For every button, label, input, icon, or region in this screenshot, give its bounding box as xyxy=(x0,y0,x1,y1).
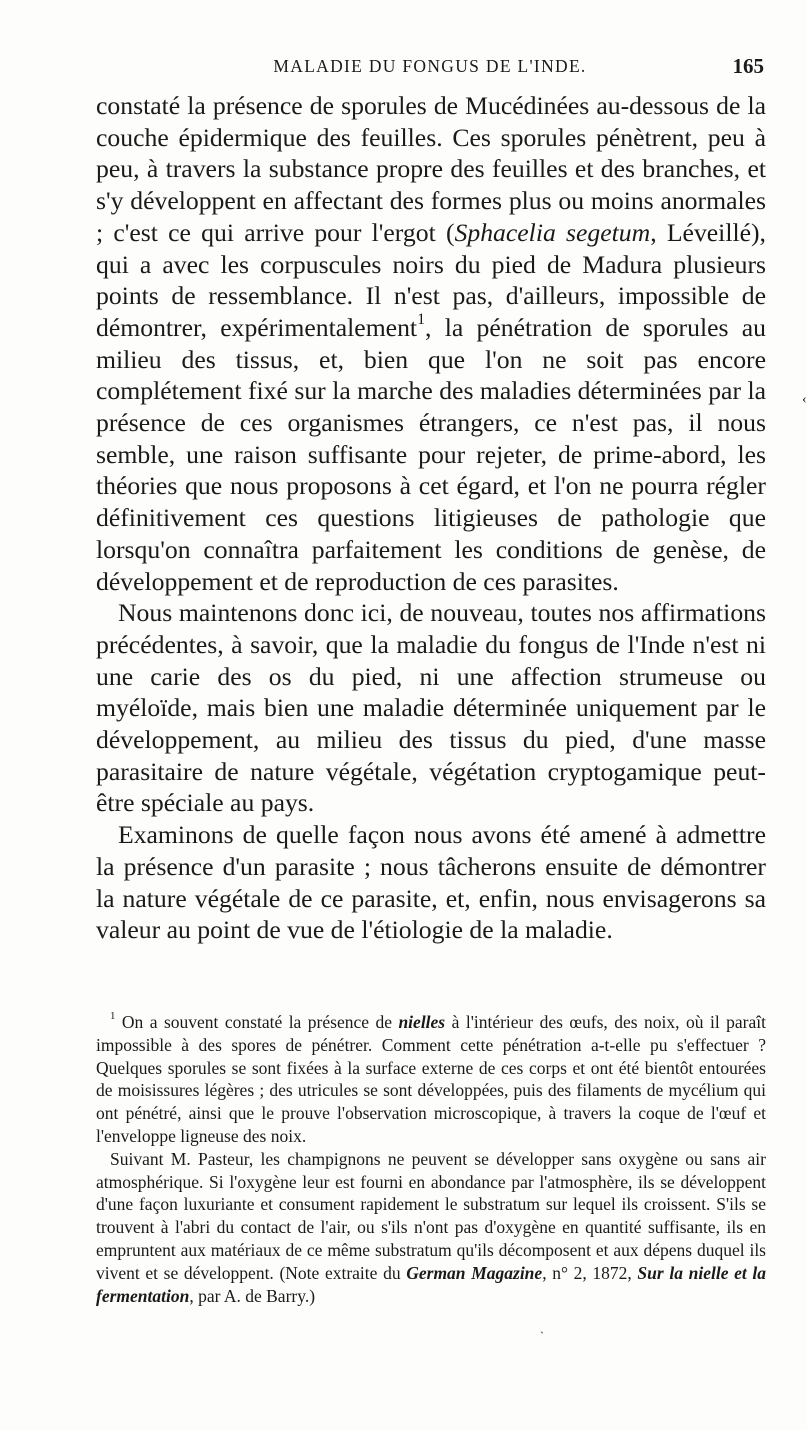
running-head xyxy=(96,52,764,82)
paragraph-2: Nous maintenons donc ici, de nouveau, toutes nos affirmations précédentes, à savoir, que la maladie du fongus de l'Inde n'est ni une carie des os du pied, ni une affection strumeuse ou myéloïde, mais bien une maladie déterminée uniquement par le développement, au milieu des tissus du pied, d'une masse parasitaire de nature végétale, végétation cryptogamique peut-être spéciale au pays. xyxy=(96,598,766,818)
fn1-italic-nielles: nielles xyxy=(398,1012,446,1032)
p1-text-c: , Léveillé), qui a avec les corpuscules noirs du pied de Madura plusieurs points de ressemblance. Il n'est pas, d'ailleurs, impossible de démontrer, expérimentalement xyxy=(96,217,766,342)
footnote-reference: 1 xyxy=(417,310,426,328)
footnote-2 xyxy=(96,1148,766,1308)
fn2-text-a: Suivant M. Pasteur, les champignons ne peuvent se développer sans oxygène ou sans air atmosphérique. Si l'oxygène leur est fourni en abondance par l'atmosphère, ils se développent d'une façon luxuriante et consument rapidement le substratum sur lequel ils croissent. S'ils se trouvent à l'abri du contact de l'air, ou s'ils n'ont pas d'oxygène en quantité suffisante, ils en empruntent aux matériaux de ce même substratum qu'ils décomposent et aux dépens duquel ils vivent et se développent. (Note extraite du xyxy=(96,1148,766,1283)
fn1-text-a: On a souvent constaté la présence de xyxy=(121,1012,399,1032)
page-number: 165 xyxy=(732,54,764,78)
running-head-title: MALADIE DU FONGUS DE L'INDE. xyxy=(273,56,587,76)
footnote-marker: 1 xyxy=(110,1010,116,1022)
p1-italic-species: Sphacelia segetum xyxy=(454,217,651,247)
footnotes xyxy=(96,1011,766,1307)
fn1-text-c: à l'intérieur des œufs, des noix, où il paraît impossible à des spores de pénétrer. Comment cette pénétration a-t-elle pu s'effectuer ? Quelques sporules se sont fixées à la surface externe de ces corps et ont été bientôt entourées de moisissures légères ; des utricules se sont développées, puis des filaments de mycélium qui ont pénétré, ainsi que le prouve l'observation microscopique, à travers la coque de l'œuf et l'enveloppe ligneuse des noix. xyxy=(96,1012,766,1146)
p1-text-a: constaté la présence de sporules de Mucédinées au-dessous de la couche épidermique des feuilles. Ces sporules pénètrent, peu à peu, à travers la substance propre des feuilles et des branches, et s'y développent en affectant des formes plus ou moins anormales ; c'est ce qui arrive pour l'ergot ( xyxy=(96,91,766,247)
paragraph-3: Examinons de quelle façon nous avons été amené à admettre la présence d'un parasite ; nous tâcherons ensuite de démontrer la nature végétale de ce parasite, et, enfin, nous envisagerons sa valeur au point de vue de l'étiologie de la maladie. xyxy=(96,820,766,945)
fn2-italic-article: Sur la nielle et la fermentation xyxy=(96,1262,767,1306)
p1-text-d: , la pénétration de sporules au milieu des tissus, et, bien que l'on ne soit pas encore complétement fixé sur la marche des maladies déterminées par la présence de ces organismes étrangers, ce n'est pas, il nous semble, une raison suffisante pour rejeter, de prime-abord, les théories que nous proposons à cet égard, et l'on ne pourra régler définitivement ces questions litigieuses de pathologie que lorsqu'on connaîtra parfaitement les conditions de genèse, de développement et de reproduction de ces parasites. xyxy=(96,312,766,596)
footnote-1 xyxy=(96,1011,766,1148)
fn2-italic-magazine: German Magazine xyxy=(406,1262,543,1283)
fn2-text-c: , n° 2, 1872, xyxy=(542,1262,638,1283)
margin-mark: ‹ xyxy=(802,392,807,407)
fn2-text-e: , par A. de Barry.) xyxy=(189,1285,316,1306)
paragraph-1 xyxy=(96,90,766,597)
margin-mark-bottom: ˏ xyxy=(540,1320,544,1334)
body-text xyxy=(96,90,766,946)
